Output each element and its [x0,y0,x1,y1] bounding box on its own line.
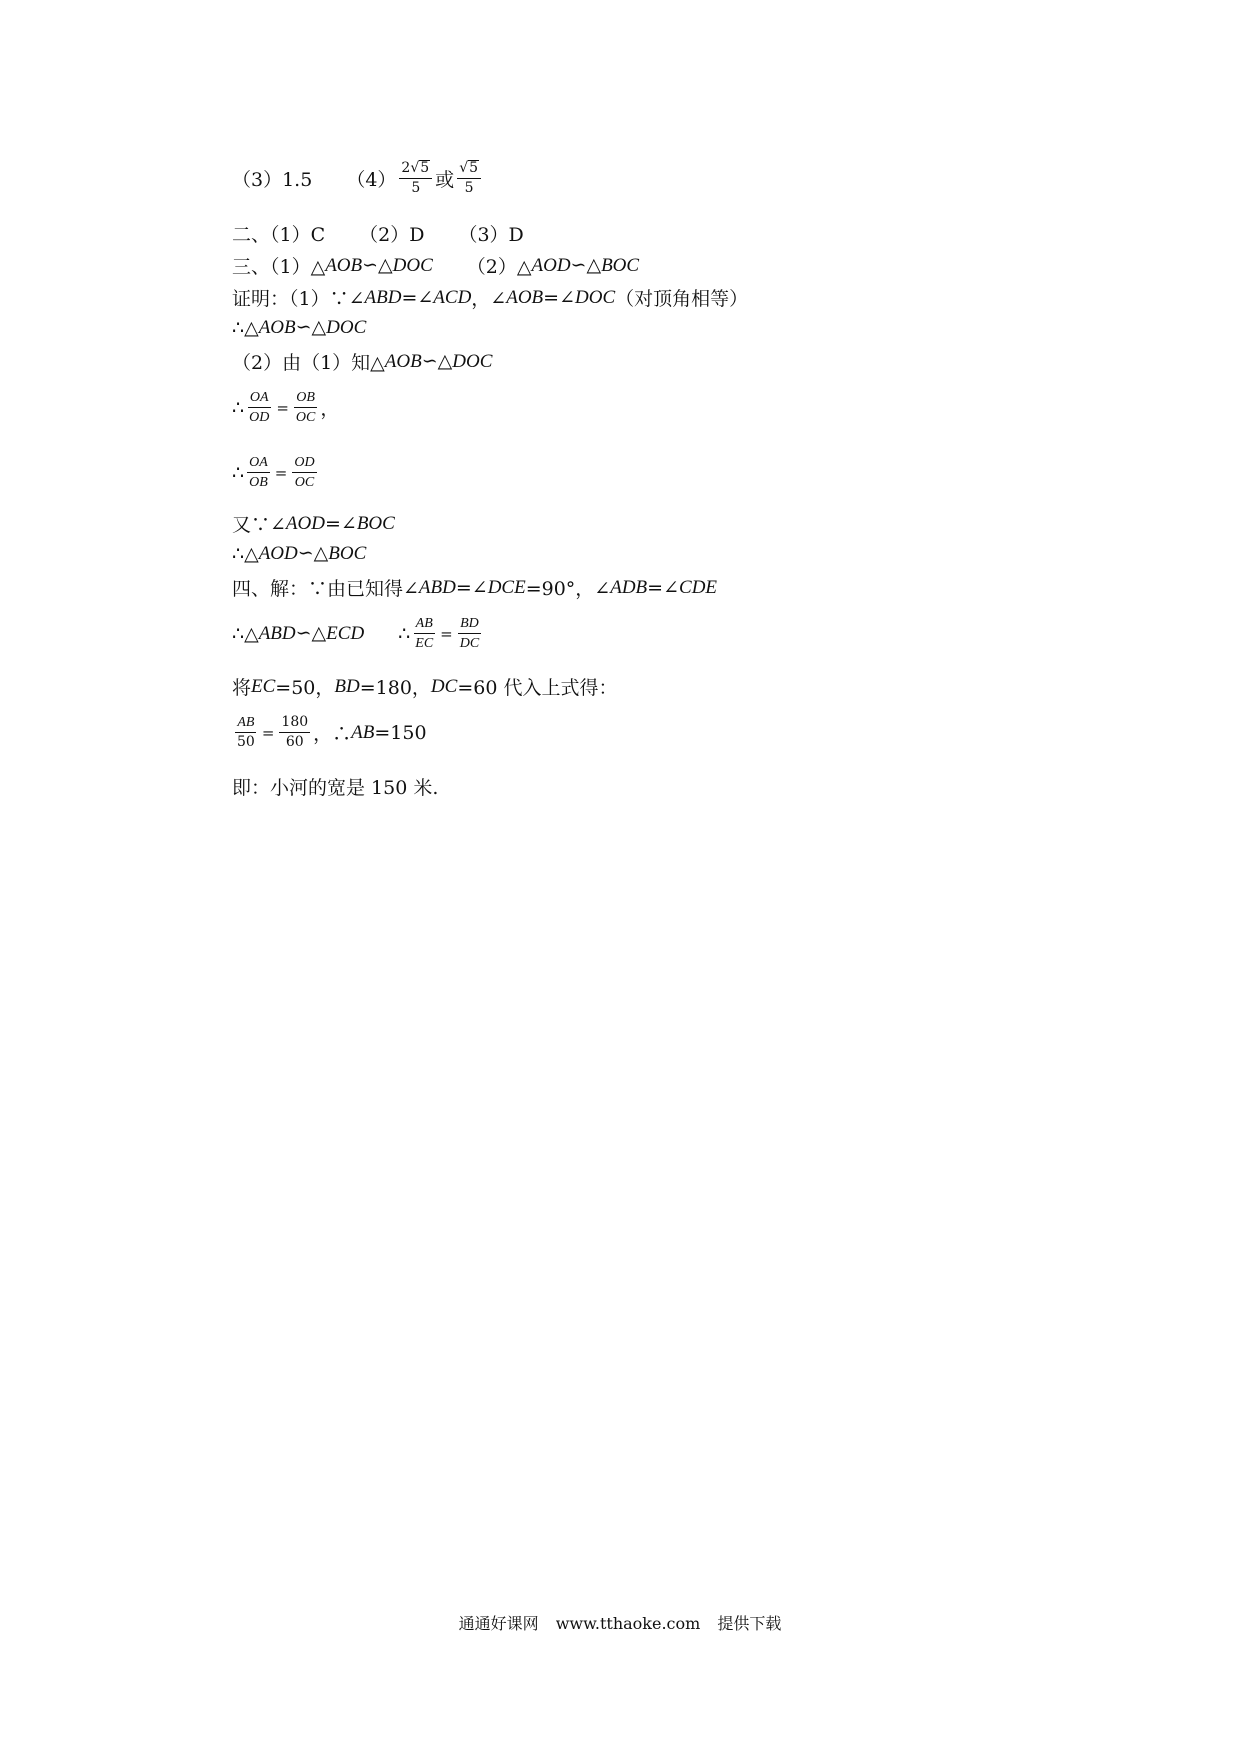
proof-line-2: ∴△ AOB∽△DOC [232,316,367,339]
or-text: 或 [435,168,455,191]
proof-line-7: ∴△ AOD∽△BOC [232,542,367,565]
fraction-ab-50: $\frac{AB}{50}$ [237,715,255,751]
solution-line-2: ∴△ ABD∽△ECD ∴ $\frac{AB}{EC}$ = $\frac{BD}{DC}$ [232,616,480,652]
fraction-oa-ob: $\frac{OA}{OB}$ [249,455,268,491]
fraction-sqrt5-over-5: √ 5 5 [457,160,481,197]
proof-line-6: 又∵∠ AOD =∠ BOC [232,512,395,536]
answer-line-1 [232,160,484,197]
answer-4-label: （4） [346,168,397,191]
proof-line-4: ∴ $\frac{OA}{OD}$ = $\frac{OB}{OC}$ ， [232,390,340,426]
fraction-od-oc: $\frac{OD}{OC}$ [294,455,315,491]
solution-conclusion: 即：小河的宽是 150 米. [232,777,439,799]
footer-url: www.tthaoke.com [555,1614,701,1633]
answer-3: （3）1.5 [232,168,313,191]
fraction-180-60: $\frac{180}{60}$ [281,714,309,751]
proof-line-5: ∴ $\frac{OA}{OB}$ = $\frac{OD}{OC}$ [232,455,315,491]
fraction-2sqrt5-over-5: 2√ 5 5 [399,160,432,197]
proof-line-1: 证明：（1）∵∠ ABD =∠ ACD ，∠ AOB =∠ DOC （对顶角相等） [232,286,749,310]
solution-line-3: 将 EC =50， BD =180， DC =60 代入上式得： [232,675,618,699]
solution-line-1: 四、解：∵由已知得∠ ABD =∠ DCE =90°，∠ ADB =∠ CDE [232,576,718,600]
fraction-oa-od: $\frac{OA}{OD}$ [249,390,270,426]
footer-suffix: 提供下载 [717,1614,782,1633]
fraction-ob-oc: $\frac{OB}{OC}$ [295,390,316,426]
page-footer [0,1611,1240,1634]
footer-site-name: 通通好课网 [458,1614,539,1633]
answer-line-2: 二、（1）C （2）D （3）D [232,224,524,246]
fraction-bd-dc: $\frac{BD}{DC}$ [459,616,480,652]
fraction-ab-ec: $\frac{AB}{EC}$ [415,616,434,652]
answer-line-3: 三、（1）△ AOB∽△DOC （2）△ AOD∽△BOC [232,255,640,278]
proof-line-3: （2）由（1）知△ AOB∽△DOC [232,351,493,374]
solution-line-4: $\frac{AB}{50}$ = $\frac{180}{60}$ ，∴ AB =150 [237,714,427,751]
